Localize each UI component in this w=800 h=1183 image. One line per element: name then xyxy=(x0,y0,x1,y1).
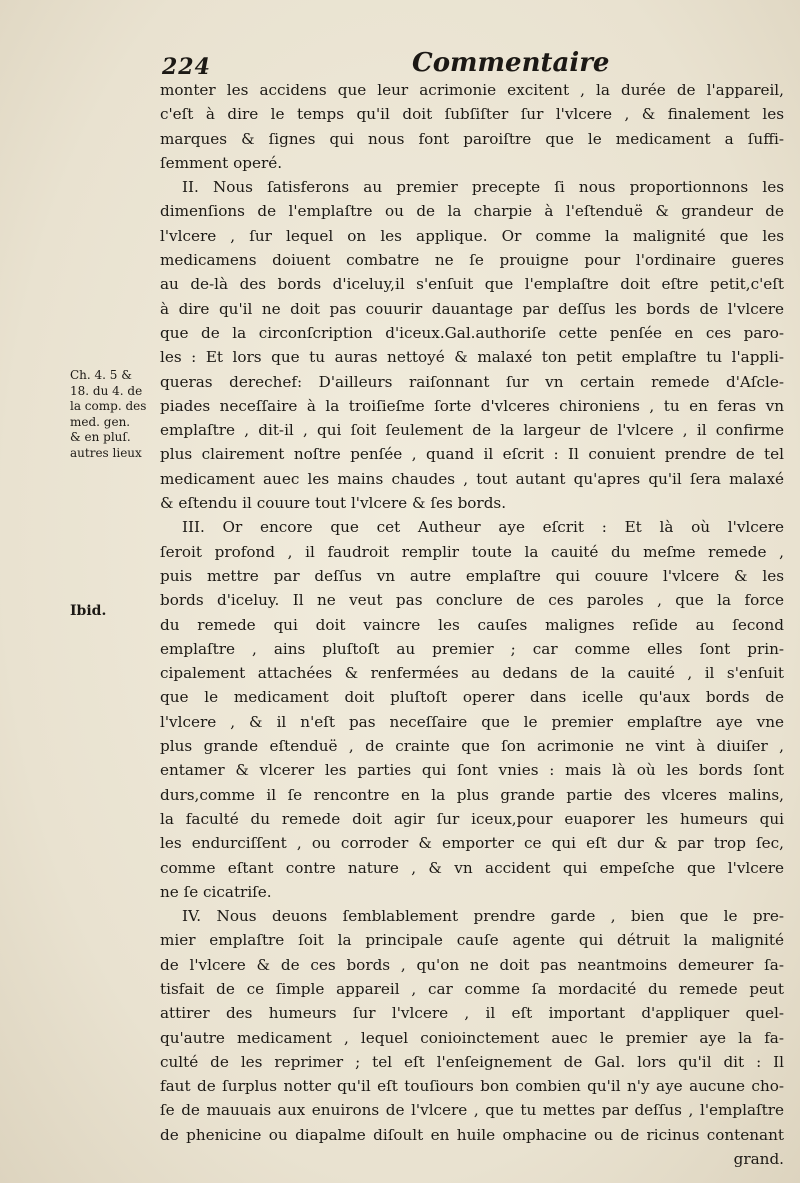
text-line: mier emplaſtre ſoit la principale cauſe agente qui détruit la malignité xyxy=(160,931,784,950)
text-line: que le medicament doit pluſtoſt operer dans icelle qu'aux bords de xyxy=(160,688,784,707)
text-line: durs,comme il ſe rencontre en la plus grande partie des vlceres malins, xyxy=(160,785,784,804)
text-line: piades neceſſaire à la troiſieſme ſorte d'vlceres chironiens , tu en feras vn xyxy=(160,396,784,415)
text-line: à dire qu'il ne doit pas couurir dauantage par deſſus les bords de l'vlcere xyxy=(160,299,784,318)
paragraph-start-line: II. Nous ſatisferons au premier precepte ſi nous proportionnons les xyxy=(182,178,784,197)
margin-note-line: autres lieux xyxy=(70,445,142,460)
text-line: du remede qui doit vaincre les cauſes malignes reſide au ſecond xyxy=(160,615,784,634)
text-line: la faculté du remede doit agir ſur iceux,pour euaporer les humeurs qui xyxy=(160,809,784,828)
text-line: bords d'iceluy. Il ne veut pas conclure de ces paroles , que la force xyxy=(160,591,784,610)
margin-note-line: Ch. 4. 5 & xyxy=(70,368,132,382)
text-line: dimenſions de l'emplaſtre ou de la charpie à l'eſtenduë & grandeur de xyxy=(160,202,784,221)
catchword: grand. xyxy=(733,1150,784,1169)
text-line: puis mettre par deſſus vn autre emplaſtre qui couure l'vlcere & les xyxy=(160,566,784,585)
text-line: c'eſt à dire le temps qu'il doit ſubſiſter ſur l'vlcere , & finalement les xyxy=(160,105,784,124)
text-line: faut de ſurplus notter qu'il eſt touſiours bon combien qu'il n'y aye aucune cho- xyxy=(160,1077,784,1096)
margin-note-line: med. gen. xyxy=(70,414,131,429)
text-line: medicamens doiuent combatre ne ſe prouigne pour l'ordinaire gueres xyxy=(160,251,784,270)
text-line: emplaſtre , dit-il , qui ſoit ſeulement de la largeur de l'vlcere , il confirme xyxy=(160,421,784,440)
text-line: de phenicine ou diapalme diſoult en huile omphacine ou de ricinus contenant xyxy=(160,1125,784,1144)
margin-note-line: Ibid. xyxy=(70,603,107,619)
margin-note-line: la comp. des xyxy=(70,399,147,413)
running-title: Commentaire xyxy=(412,48,610,78)
text-line: cipalement attachées & renfermées au dedans de la cauité , il s'enſuit xyxy=(160,664,784,683)
text-line: entamer & vlcerer les parties qui ſont vnies : mais là où les bords ſont xyxy=(160,761,784,780)
text-line: les : Et lors que tu auras nettoyé & malaxé ton petit emplaſtre tu l'appli- xyxy=(160,348,784,367)
margin-note-ibid xyxy=(70,604,156,620)
text-line: plus clairement noſtre penſée , quand il eſcrit : Il conuient prendre de tel xyxy=(160,445,784,464)
paragraph-start-line: III. Or encore que cet Autheur aye eſcrit : Et là où l'vlcere xyxy=(182,518,784,537)
text-line: marques & ſignes qui nous font paroiſtre que le medicament a ſuffi- xyxy=(160,129,784,148)
text-line: medicament auec les mains chaudes , tout autant qu'apres qu'il ſera malaxé xyxy=(160,469,784,488)
text-line: l'vlcere , & il n'eſt pas neceſſaire que le premier emplaſtre aye vne xyxy=(160,712,784,731)
text-line: attirer des humeurs ſur l'vlcere , il eſt important d'appliquer quel- xyxy=(160,1004,784,1023)
margin-note-citation xyxy=(70,368,156,461)
text-line: comme eſtant contre nature , & vn accident qui empeſche que l'vlcere xyxy=(160,858,784,877)
text-line: que de la circonſcription d'iceux.Gal.authoriſe cette penſée en ces paro- xyxy=(160,323,784,342)
text-line: au de-là des bords d'iceluy,il s'enſuit que l'emplaſtre doit eſtre petit,c'eſt xyxy=(160,275,784,294)
text-line: tisfait de ce ſimple appareil , car comme ſa mordacité du remede peut xyxy=(160,979,784,998)
paragraph-start-line: IV. Nous deuons ſemblablement prendre garde , bien que le pre- xyxy=(182,907,784,926)
margin-note-line: & en pluſ. xyxy=(70,430,131,444)
text-line: les endurciſſent , ou corroder & emporter ce qui eſt dur & par trop ſec, xyxy=(160,834,784,853)
text-line: emplaſtre , ains pluſtoſt au premier ; car comme elles ſont prin- xyxy=(160,639,784,658)
text-line: culté de les reprimer ; tel eſt l'enſeignement de Gal. lors qu'il dit : Il xyxy=(160,1052,784,1071)
text-line: ſe de mauuais aux enuirons de l'vlcere , que tu mettes par deſſus , l'emplaſtre xyxy=(160,1101,784,1120)
text-line: ſeroit profond , il faudroit remplir toute la cauité du meſme remede , xyxy=(160,542,784,561)
text-line: monter les accidens que leur acrimonie excitent , la durée de l'appareil, xyxy=(160,81,784,99)
margin-note-line: 18. du 4. de xyxy=(70,383,143,398)
text-line: de l'vlcere & de ces bords , qu'on ne doit pas neantmoins demeurer ſa- xyxy=(160,955,784,974)
page-number: 224 xyxy=(162,54,211,80)
text-line: ne ſe cicatriſe. xyxy=(160,882,272,901)
text-line: plus grande eſtenduë , de crainte que ſon acrimonie ne vint à diuiſer , xyxy=(160,737,784,756)
body-text xyxy=(160,78,784,1171)
text-line: qu'autre medicament , lequel conioinctement auec le premier aye la fa- xyxy=(160,1028,784,1047)
text-line: ſemment operé. xyxy=(160,153,283,172)
text-line: l'vlcere , ſur lequel on les applique. Or comme la malignité que les xyxy=(160,226,784,245)
text-line: & eſtendu il couure tout l'vlcere & ſes bords. xyxy=(160,494,507,513)
text-line: queras derechef: D'ailleurs raiſonnant ſur vn certain remede d'Aſcle- xyxy=(160,372,784,391)
